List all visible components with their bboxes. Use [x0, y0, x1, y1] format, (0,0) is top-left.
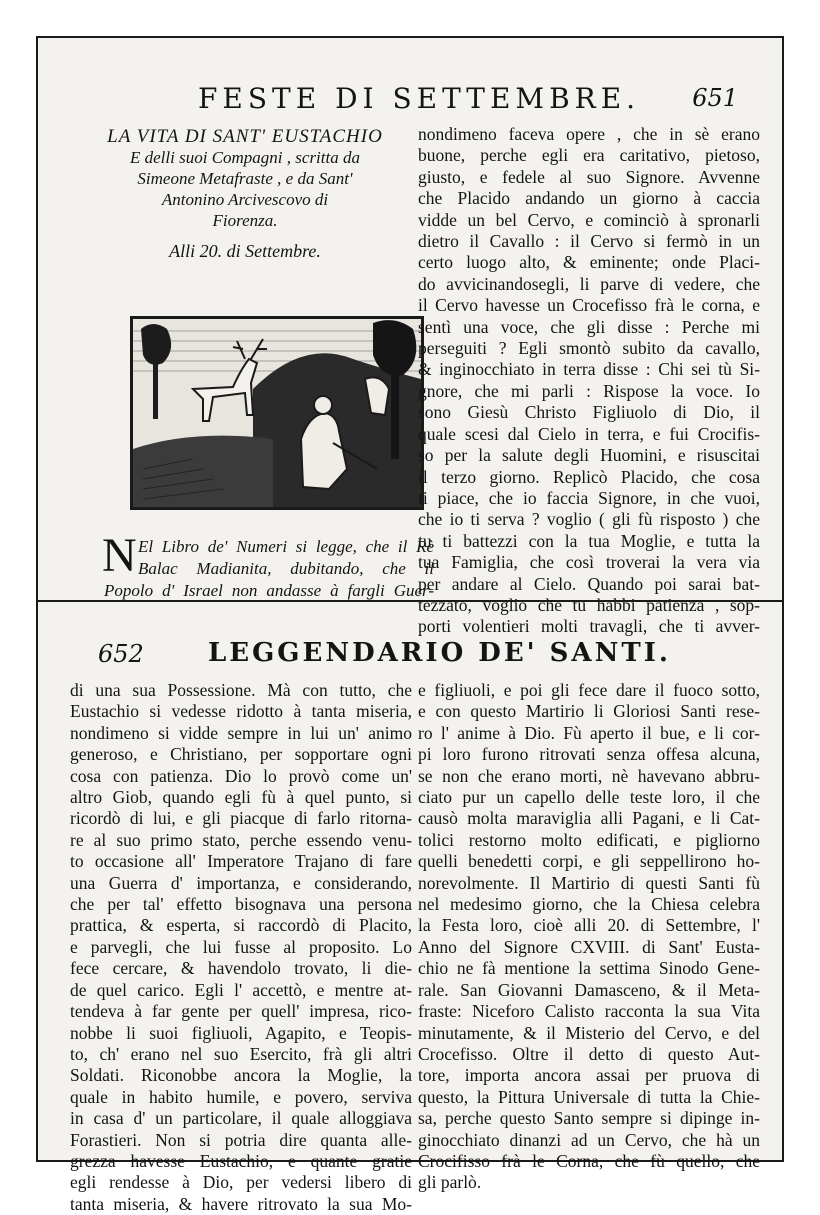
text-line: gnore, che mi parli : Rispose la voce. Io [418, 380, 760, 401]
chapter-subtitle-line: E delli suoi Compagni , scritta da [130, 148, 360, 167]
text-line: gli parlò. [418, 1172, 482, 1193]
text-line: ro l' anime à Dio. Fù aperto il bue, e li cor- [418, 722, 760, 743]
text-line: generoso, e Christiano, per sopportare ogni [70, 744, 412, 765]
text-line: minutamente, & il Misterio del Cervo, e del [418, 1022, 760, 1043]
woodcut-illustration [130, 316, 424, 510]
text-line: ti piace, che io faccia Signore, in che vuoi, [418, 487, 760, 508]
text-line: nondimeno faceva opere , che in sè erano [418, 124, 760, 144]
text-line: Eustachio si vedesse ridotto à tanta miseria, [70, 701, 412, 722]
text-line: sono Giesù Christo Figliuolo di Dio, il [418, 402, 760, 423]
intro-line: El Libro de' Numeri si legge, che il Rè [138, 537, 434, 556]
text-line: questo, la Pittura Universale di tutta la Chie- [418, 1086, 760, 1107]
text-line: fece cercare, & havendolo trovato, li die- [70, 958, 412, 979]
text-line: perseguiti ? Egli smontò subito da cavallo, [418, 338, 760, 359]
text-line: de quel carico. Egli l' accettò, e mentre at- [70, 979, 412, 1000]
text-line: to, ch' erano nel suo Esercito, frà gli altri [70, 1043, 412, 1064]
text-line: che io ti serva ? voglio ( gli fù risposto ) che [418, 509, 760, 530]
text-line: la Festa loro, cioè alli 20. di Settembre, l' [418, 915, 760, 936]
text-line: e con questo Martirio li Gloriosi Santi rese- [418, 701, 760, 722]
text-line: tolici restorno molto edificati, e pigliorno [418, 829, 760, 850]
text-line: quale in habito humile, e povero, serviva [70, 1086, 412, 1107]
top-page-number: 651 [692, 84, 738, 112]
text-line: do avvicinandosegli, li parve di vedere, che [418, 273, 760, 294]
text-line: e figliuoli, e poi gli fece dare il fuoco sotto, [418, 680, 760, 700]
text-line: to occasione all' Imperatore Trajano di fare [70, 851, 412, 872]
text-line: per andare al Cielo. Quando poi sarai bat- [418, 573, 760, 594]
woodcut-image [133, 319, 421, 507]
drop-cap: N [102, 529, 137, 582]
chapter-subtitle-line: Fiorenza. [212, 211, 278, 230]
text-line: egli rendesse à Dio, per vedersi libero di [70, 1172, 412, 1193]
bottom-left-column [70, 680, 412, 1215]
text-line: vidde un bel Cervo, e cominciò à spronarli [418, 209, 760, 230]
text-line: prattica, & esperta, si raccordò di Placito, [70, 915, 412, 936]
text-line: in casa d' un particolare, il quale alloggiava [70, 1108, 412, 1129]
bottom-right-column [418, 680, 760, 1194]
text-line: il Cervo havesse un Crocefisso frà le corna, e [418, 295, 760, 316]
text-line: nobbe li suoi figliuoli, Agapito, e Teopis- [70, 1022, 412, 1043]
text-line: altro Giob, quando egli fù à quel punto, si [70, 787, 412, 808]
chapter-title: LA VITA DI SANT' EUSTACHIO [107, 126, 383, 147]
text-line: una Guerra d' importanza, e considerando, [70, 872, 412, 893]
top-right-column [418, 124, 760, 638]
text-line: ginocchiato dinanzi ad un Cervo, che hà un [418, 1129, 760, 1150]
text-line: ciato pur un capello delle teste loro, il che [418, 787, 760, 808]
intro-line: Balac Madianita, dubitando, che il [138, 559, 434, 578]
text-line: sa, perche questo Santo sempre si dipinge in- [418, 1108, 760, 1129]
document-frame [36, 36, 784, 1214]
intro-paragraph [102, 529, 434, 602]
text-line: pi loro furono ritrovati senza offesa alcuna, [418, 744, 760, 765]
text-line: buone, perche egli era caritativo, pietoso, [418, 145, 760, 166]
bottom-header-title: LEGGENDARIO DE' SANTI. [208, 638, 671, 668]
chapter-heading [80, 126, 410, 262]
text-line: tua Famiglia, che così troverai la vera via [418, 552, 760, 573]
text-line: re al suo primo stato, perche essendo venu- [70, 829, 412, 850]
chapter-subtitle-line: Simeone Metafraste , e da Sant' [137, 169, 353, 188]
text-line: sentì una voce, che gli disse : Perche mi [418, 316, 760, 337]
text-line: porti volentieri molti travagli, che ti avver- [418, 616, 760, 637]
text-line: Soldati. Riconobbe ancora la Moglie, la [70, 1065, 412, 1086]
text-line: quale scesi dal Cielo in terra, e fui Crocifis- [418, 423, 760, 444]
text-line: tu ti battezzi con la tua Moglie, e tutta la [418, 530, 760, 551]
chapter-subtitle-line: Antonino Arcivescovo di [161, 190, 329, 209]
text-line: tore, importa ancora assai per pruova di [418, 1065, 760, 1086]
text-line: e parvegli, che lui fusse al proposito. Lo [70, 936, 412, 957]
bottom-page-header [98, 638, 746, 668]
text-line: nondimeno si vidde sempre in lui un' animo [70, 722, 412, 743]
text-line: fraste: Niceforo Calisto racconta la sua Vita [418, 1001, 760, 1022]
text-line: di una sua Possessione. Mà con tutto, che [70, 680, 412, 700]
text-line: ricordò di lui, e gli piacque di farlo ritorna- [70, 808, 412, 829]
text-line: grezza havesse Eustachio, e quante gratie [70, 1150, 412, 1171]
text-line: tanta miseria, & havere ritrovato la sua Mo- [70, 1193, 412, 1214]
text-line: certo luogo alto, & eminente; onde Placi- [418, 252, 760, 273]
text-line: nel medesimo giorno, che la Chiesa celebra [418, 894, 760, 915]
text-line: norevolmente. Il Martirio di questi Santi fù [418, 872, 760, 893]
top-header-title: FESTE DI SETTEMBRE. [198, 82, 641, 115]
text-line: che Placido andando un giorno à caccia [418, 188, 760, 209]
text-line: se non che erano morti, nè havevano abbru- [418, 765, 760, 786]
text-line: Crocifisso frà le Corna, che fù quello, che [418, 1150, 760, 1171]
text-line: tendeva à far gente per quell' impresa, rico- [70, 1001, 412, 1022]
text-line: chio ne fà mentione la settima Sinodo Gene- [418, 958, 760, 979]
text-line: tezzato, voglio che tu habbi patienza , sop- [418, 594, 760, 615]
top-page-header [198, 82, 746, 115]
text-line: giusto, e fedele al suo Signore. Avvenne [418, 166, 760, 187]
text-line: il terzo giorno. Replicò Placido, che cosa [418, 466, 760, 487]
text-line: Forastieri. Non si potria dire quanta alle- [70, 1129, 412, 1150]
page-separator-rule [38, 600, 782, 602]
text-line: Crocefisso. Oltre il detto di questo Aut- [418, 1043, 760, 1064]
text-line: rale. San Giovanni Damasceno, & il Meta- [418, 979, 760, 1000]
text-line: cosa con patienza. Dio lo provò come un' [70, 765, 412, 786]
intro-line: Popolo d' Israel non andasse à fargli Guer- [104, 581, 434, 600]
text-line: quelli benedetti corpi, e gli seppellirono ho- [418, 851, 760, 872]
text-line: che per tal' effetto bisognava una persona [70, 894, 412, 915]
text-line: & inginocchiato in terra disse : Chi sei tù Si- [418, 359, 760, 380]
text-line: Anno del Signore CXVIII. di Sant' Eusta- [418, 936, 760, 957]
text-line: so per la salute degli Huomini, e risuscitai [418, 445, 760, 466]
text-line: causò molta maraviglia alli Pagani, e li Cat- [418, 808, 760, 829]
text-line: dietro il Cavallo : il Cervo si fermò in un [418, 231, 760, 252]
feast-date: Alli 20. di Settembre. [169, 241, 321, 261]
bottom-page-number: 652 [98, 640, 144, 668]
